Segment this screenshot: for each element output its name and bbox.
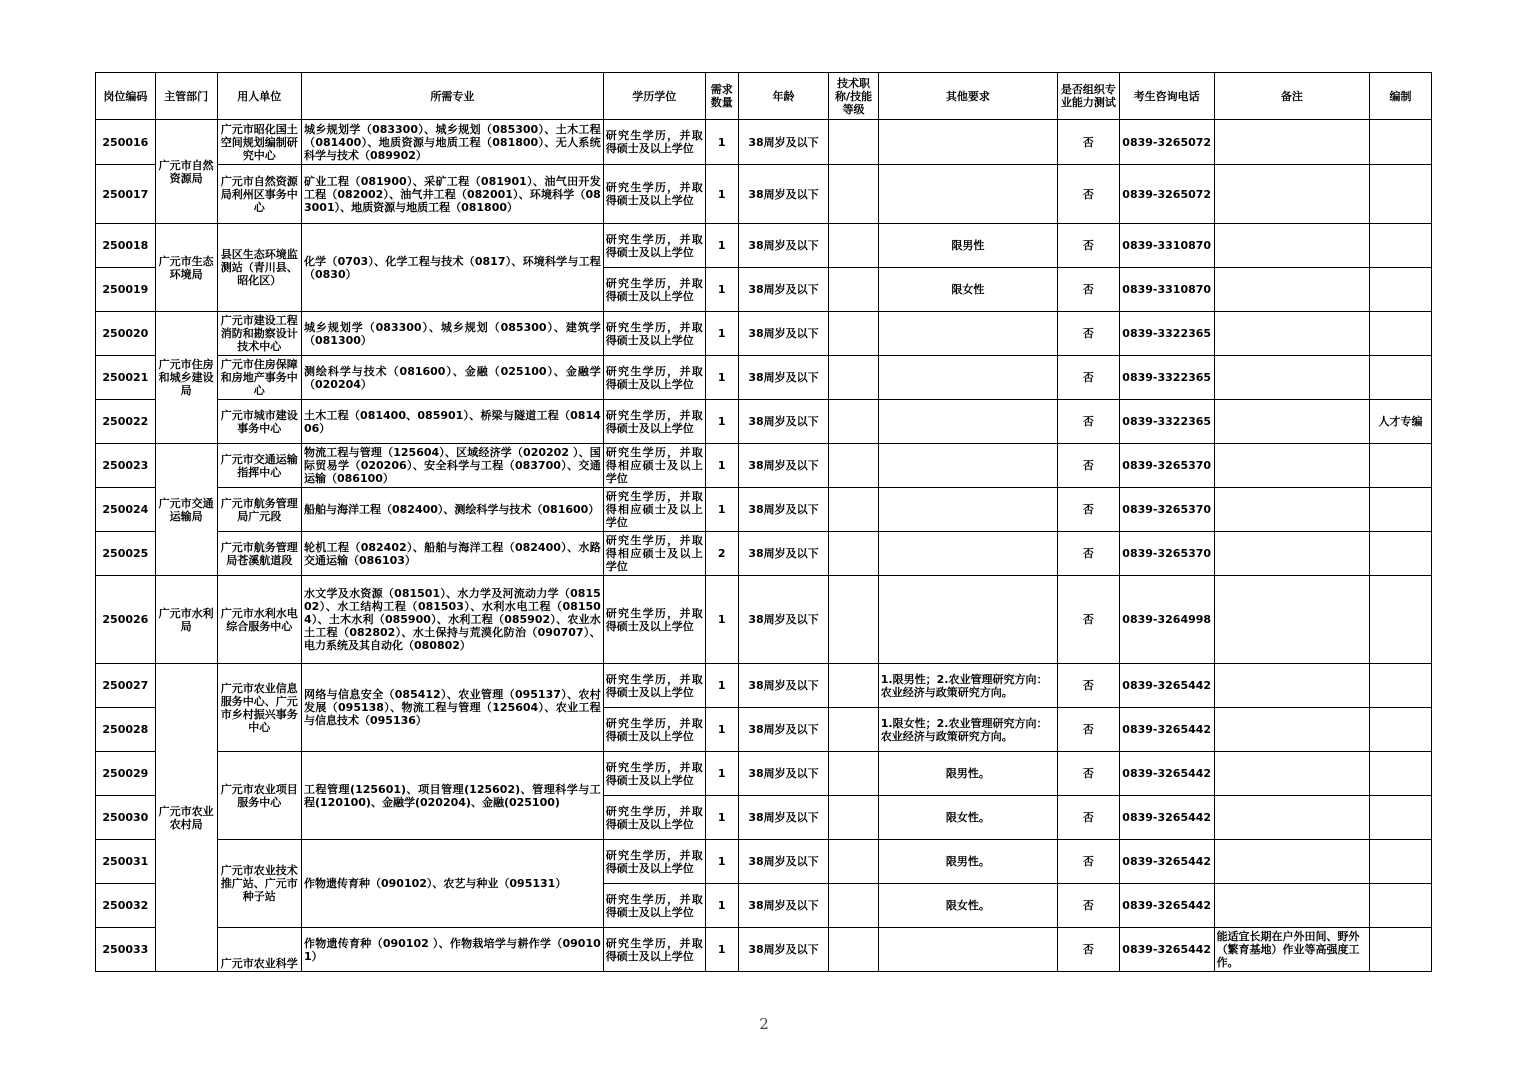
- phone: 0839-3265442: [1119, 928, 1214, 972]
- post-code: 250020: [96, 312, 156, 356]
- phone: 0839-3265370: [1119, 444, 1214, 488]
- table-row: [96, 400, 1432, 444]
- tech-title: [829, 356, 878, 400]
- age: 38周岁及以下: [738, 444, 829, 488]
- employer: 广元市交通运输指挥中心: [217, 444, 301, 488]
- post-code: 250018: [96, 224, 156, 268]
- staffing: [1370, 796, 1432, 840]
- other-requirements: [878, 356, 1057, 400]
- education: 研究生学历，并取得硕士及以上学位: [603, 356, 705, 400]
- other-requirements: 限男性: [878, 224, 1057, 268]
- education: 研究生学历，并取得硕士及以上学位: [603, 120, 705, 165]
- note: [1214, 708, 1370, 752]
- header-cell: 需求数量: [705, 73, 738, 120]
- header-cell: 考生咨询电话: [1119, 73, 1214, 120]
- note: [1214, 400, 1370, 444]
- required-major: 作物遗传育种（090102 ）、作物栽培学与耕作学（090101）: [301, 928, 603, 972]
- table-row: [96, 928, 1432, 972]
- other-requirements: [878, 488, 1057, 532]
- required-major: 土木工程（081400、085901）、桥梁与隧道工程（081406）: [301, 400, 603, 444]
- ability-test: 否: [1058, 664, 1120, 708]
- post-code: 250028: [96, 708, 156, 752]
- required-major: 矿业工程（081900）、采矿工程（081901）、油气田开发工程（082002）、油气井工程（082001）、环境科学（083001）、地质资源与地质工程（081800）: [301, 165, 603, 224]
- post-code: 250017: [96, 165, 156, 224]
- staffing: [1370, 576, 1432, 664]
- post-code: 250019: [96, 268, 156, 312]
- table-row: [96, 312, 1432, 356]
- employer: 广元市农业技术推广站、广元市种子站: [217, 840, 301, 928]
- tech-title: [829, 928, 878, 972]
- note: [1214, 268, 1370, 312]
- tech-title: [829, 400, 878, 444]
- quantity: 1: [705, 224, 738, 268]
- table-row: [96, 532, 1432, 576]
- quantity: 1: [705, 664, 738, 708]
- note: [1214, 840, 1370, 884]
- employer: 广元市农业信息服务中心、广元市乡村振兴事务中心: [217, 664, 301, 752]
- age: 38周岁及以下: [738, 576, 829, 664]
- education: 研究生学历，并取得硕士及以上学位: [603, 840, 705, 884]
- page-number: 2: [759, 1015, 769, 1033]
- required-major: 城乡规划学（083300）、城乡规划（085300）、土木工程（081400）、地质资源与地质工程（081800）、无人系统科学与技术（089902）: [301, 120, 603, 165]
- other-requirements: [878, 312, 1057, 356]
- other-requirements: [878, 444, 1057, 488]
- post-code: 250029: [96, 752, 156, 796]
- age: 38周岁及以下: [738, 532, 829, 576]
- other-requirements: 限男性。: [878, 752, 1057, 796]
- phone: 0839-3265442: [1119, 664, 1214, 708]
- staffing: [1370, 165, 1432, 224]
- staffing: [1370, 120, 1432, 165]
- quantity: 1: [705, 356, 738, 400]
- ability-test: 否: [1058, 268, 1120, 312]
- other-requirements: [878, 928, 1057, 972]
- education: 研究生学历，并取得相应硕士及以上学位: [603, 444, 705, 488]
- required-major: 网络与信息安全（085412）、农业管理（095137）、农村发展（095138）、物流工程与管理（125604）、农业工程与信息技术（095136）: [301, 664, 603, 752]
- other-requirements: 限男性。: [878, 840, 1057, 884]
- note: [1214, 444, 1370, 488]
- table-row: [96, 752, 1432, 796]
- age: 38周岁及以下: [738, 928, 829, 972]
- staffing: [1370, 444, 1432, 488]
- department: 广元市自然资源局: [155, 120, 217, 224]
- department: 广元市交通运输局: [155, 444, 217, 576]
- age: 38周岁及以下: [738, 268, 829, 312]
- employer: 广元市住房保障和房地产事务中心: [217, 356, 301, 400]
- staffing: [1370, 356, 1432, 400]
- ability-test: 否: [1058, 400, 1120, 444]
- phone: 0839-3265072: [1119, 120, 1214, 165]
- other-requirements: 限女性。: [878, 796, 1057, 840]
- table-row: [96, 444, 1432, 488]
- phone: 0839-3264998: [1119, 576, 1214, 664]
- quantity: 1: [705, 884, 738, 928]
- phone: 0839-3310870: [1119, 224, 1214, 268]
- ability-test: 否: [1058, 708, 1120, 752]
- tech-title: [829, 224, 878, 268]
- note: [1214, 796, 1370, 840]
- post-code: 250032: [96, 884, 156, 928]
- quantity: 1: [705, 840, 738, 884]
- staffing: [1370, 928, 1432, 972]
- tech-title: [829, 532, 878, 576]
- note: [1214, 312, 1370, 356]
- note: [1214, 356, 1370, 400]
- tech-title: [829, 752, 878, 796]
- required-major: 作物遗传育种（090102）、农艺与种业（095131）: [301, 840, 603, 928]
- post-code: 250027: [96, 664, 156, 708]
- table-row: [96, 664, 1432, 708]
- quantity: 2: [705, 532, 738, 576]
- required-major: 工程管理(125601)、项目管理(125602)、管理科学与工程(120100)、金融学(020204)、金融(025100): [301, 752, 603, 840]
- age: 38周岁及以下: [738, 312, 829, 356]
- tech-title: [829, 840, 878, 884]
- age: 38周岁及以下: [738, 664, 829, 708]
- post-code: 250033: [96, 928, 156, 972]
- note: 能适宜长期在户外田间、野外（繁育基地）作业等高强度工作。: [1214, 928, 1370, 972]
- department: 广元市水利局: [155, 576, 217, 664]
- required-major: 物流工程与管理（125604）、区域经济学（020202 ）、国际贸易学（020206）、安全科学与工程（083700）、交通运输（086100）: [301, 444, 603, 488]
- ability-test: 否: [1058, 928, 1120, 972]
- tech-title: [829, 488, 878, 532]
- header-cell: 用人单位: [217, 73, 301, 120]
- other-requirements: [878, 532, 1057, 576]
- tech-title: [829, 165, 878, 224]
- table-row: [96, 224, 1432, 268]
- department: 广元市农业农村局: [155, 664, 217, 972]
- required-major: 轮机工程（082402）、船舶与海洋工程（082400）、水路交通运输（086103）: [301, 532, 603, 576]
- tech-title: [829, 444, 878, 488]
- staffing: [1370, 488, 1432, 532]
- ability-test: 否: [1058, 120, 1120, 165]
- age: 38周岁及以下: [738, 165, 829, 224]
- employer: 广元市城市建设事务中心: [217, 400, 301, 444]
- table-row: [96, 120, 1432, 165]
- staffing: [1370, 224, 1432, 268]
- phone: 0839-3265442: [1119, 884, 1214, 928]
- note: [1214, 576, 1370, 664]
- post-code: 250021: [96, 356, 156, 400]
- other-requirements: [878, 400, 1057, 444]
- education: 研究生学历，并取得硕士及以上学位: [603, 576, 705, 664]
- quantity: 1: [705, 165, 738, 224]
- table-row: [96, 356, 1432, 400]
- education: 研究生学历，并取得相应硕士及以上学位: [603, 488, 705, 532]
- staffing: [1370, 708, 1432, 752]
- other-requirements: 1.限男性；2.农业管理研究方向：农业经济与政策研究方向。: [878, 664, 1057, 708]
- phone: 0839-3265442: [1119, 752, 1214, 796]
- table-row: [96, 488, 1432, 532]
- quantity: 1: [705, 752, 738, 796]
- age: 38周岁及以下: [738, 356, 829, 400]
- other-requirements: [878, 120, 1057, 165]
- age: 38周岁及以下: [738, 752, 829, 796]
- age: 38周岁及以下: [738, 884, 829, 928]
- age: 38周岁及以下: [738, 400, 829, 444]
- education: 研究生学历，并取得硕士及以上学位: [603, 928, 705, 972]
- ability-test: 否: [1058, 356, 1120, 400]
- post-code: 250024: [96, 488, 156, 532]
- header-cell: 其他要求: [878, 73, 1057, 120]
- note: [1214, 165, 1370, 224]
- age: 38周岁及以下: [738, 840, 829, 884]
- header-cell: 岗位编码: [96, 73, 156, 120]
- employer: 广元市建设工程消防和勘察设计技术中心: [217, 312, 301, 356]
- employer: 广元市水利水电综合服务中心: [217, 576, 301, 664]
- header-cell: 技术职称/技能等级: [829, 73, 878, 120]
- employer: 广元市航务管理局广元段: [217, 488, 301, 532]
- education: 研究生学历，并取得硕士及以上学位: [603, 400, 705, 444]
- staffing: [1370, 532, 1432, 576]
- education: 研究生学历，并取得硕士及以上学位: [603, 312, 705, 356]
- table-header-row: [96, 73, 1432, 120]
- staffing: [1370, 268, 1432, 312]
- phone: 0839-3322365: [1119, 312, 1214, 356]
- post-code: 250022: [96, 400, 156, 444]
- education: 研究生学历，并取得硕士及以上学位: [603, 752, 705, 796]
- tech-title: [829, 664, 878, 708]
- age: 38周岁及以下: [738, 708, 829, 752]
- quantity: 1: [705, 576, 738, 664]
- tech-title: [829, 120, 878, 165]
- ability-test: 否: [1058, 840, 1120, 884]
- tech-title: [829, 576, 878, 664]
- post-code: 250026: [96, 576, 156, 664]
- staffing: [1370, 312, 1432, 356]
- header-cell: 编制: [1370, 73, 1432, 120]
- header-cell: 学历学位: [603, 73, 705, 120]
- post-code: 250031: [96, 840, 156, 884]
- phone: 0839-3265072: [1119, 165, 1214, 224]
- quantity: 1: [705, 268, 738, 312]
- ability-test: 否: [1058, 312, 1120, 356]
- education: 研究生学历，并取得硕士及以上学位: [603, 884, 705, 928]
- phone: 0839-3265370: [1119, 488, 1214, 532]
- ability-test: 否: [1058, 884, 1120, 928]
- note: [1214, 120, 1370, 165]
- ability-test: 否: [1058, 576, 1120, 664]
- ability-test: 否: [1058, 224, 1120, 268]
- ability-test: 否: [1058, 444, 1120, 488]
- post-code: 250030: [96, 796, 156, 840]
- department: 广元市生态环境局: [155, 224, 217, 312]
- quantity: 1: [705, 312, 738, 356]
- education: 研究生学历，并取得硕士及以上学位: [603, 664, 705, 708]
- other-requirements: 限女性。: [878, 884, 1057, 928]
- note: [1214, 488, 1370, 532]
- note: [1214, 884, 1370, 928]
- education: 研究生学历，并取得硕士及以上学位: [603, 796, 705, 840]
- required-major: 化学（0703）、化学工程与技术（0817）、环境科学与工程（0830）: [301, 224, 603, 312]
- tech-title: [829, 312, 878, 356]
- tech-title: [829, 796, 878, 840]
- other-requirements: 1.限女性；2.农业管理研究方向：农业经济与政策研究方向。: [878, 708, 1057, 752]
- employer: 县区生态环境监测站（青川县、昭化区）: [217, 224, 301, 312]
- header-cell: 所需专业: [301, 73, 603, 120]
- note: [1214, 752, 1370, 796]
- ability-test: 否: [1058, 488, 1120, 532]
- note: [1214, 224, 1370, 268]
- header-cell: 主管部门: [155, 73, 217, 120]
- phone: 0839-3310870: [1119, 268, 1214, 312]
- other-requirements: 限女性: [878, 268, 1057, 312]
- phone: 0839-3265442: [1119, 796, 1214, 840]
- staffing: [1370, 752, 1432, 796]
- table-row: [96, 840, 1432, 884]
- header-cell: 备注: [1214, 73, 1370, 120]
- quantity: 1: [705, 444, 738, 488]
- quantity: 1: [705, 928, 738, 972]
- quantity: 1: [705, 796, 738, 840]
- header-cell: 年龄: [738, 73, 829, 120]
- tech-title: [829, 708, 878, 752]
- age: 38周岁及以下: [738, 488, 829, 532]
- required-major: 船舶与海洋工程（082400）、测绘科学与技术（081600）: [301, 488, 603, 532]
- staffing: [1370, 664, 1432, 708]
- table-row: [96, 576, 1432, 664]
- staffing: [1370, 884, 1432, 928]
- tech-title: [829, 268, 878, 312]
- employer: 广元市自然资源局利州区事务中心: [217, 165, 301, 224]
- staffing: 人才专编: [1370, 400, 1432, 444]
- education: 研究生学历，并取得相应硕士及以上学位: [603, 532, 705, 576]
- tech-title: [829, 884, 878, 928]
- quantity: 1: [705, 488, 738, 532]
- required-major: 测绘科学与技术（081600）、金融（025100）、金融学（020204）: [301, 356, 603, 400]
- post-code: 250025: [96, 532, 156, 576]
- required-major: 水文学及水资源（081501）、水力学及河流动力学（081502）、水工结构工程（081503）、水利水电工程（081504）、土木水利（085900）、水利工程（085902）、农业水土工程（082802）、水土保持与荒漠化防治（090707）、电力系统及其自动化（080802）: [301, 576, 603, 664]
- ability-test: 否: [1058, 752, 1120, 796]
- education: 研究生学历，并取得硕士及以上学位: [603, 268, 705, 312]
- ability-test: 否: [1058, 532, 1120, 576]
- employer: 广元市航务管理局苍溪航道段: [217, 532, 301, 576]
- ability-test: 否: [1058, 165, 1120, 224]
- header-cell: 是否组织专业能力测试: [1058, 73, 1120, 120]
- phone: 0839-3322365: [1119, 400, 1214, 444]
- employer: 广元市昭化国土空间规划编制研究中心: [217, 120, 301, 165]
- table-row: [96, 165, 1432, 224]
- education: 研究生学历，并取得硕士及以上学位: [603, 224, 705, 268]
- quantity: 1: [705, 120, 738, 165]
- department: 广元市住房和城乡建设局: [155, 312, 217, 444]
- other-requirements: [878, 576, 1057, 664]
- note: [1214, 532, 1370, 576]
- post-code: 250016: [96, 120, 156, 165]
- phone: 0839-3265370: [1119, 532, 1214, 576]
- post-code: 250023: [96, 444, 156, 488]
- other-requirements: [878, 165, 1057, 224]
- employer: 广元市农业科学: [217, 928, 301, 972]
- quantity: 1: [705, 400, 738, 444]
- staffing: [1370, 840, 1432, 884]
- phone: 0839-3265442: [1119, 840, 1214, 884]
- age: 38周岁及以下: [738, 224, 829, 268]
- employer: 广元市农业项目服务中心: [217, 752, 301, 840]
- note: [1214, 664, 1370, 708]
- quantity: 1: [705, 708, 738, 752]
- required-major: 城乡规划学（083300）、城乡规划（085300）、建筑学（081300）: [301, 312, 603, 356]
- education: 研究生学历，并取得硕士及以上学位: [603, 165, 705, 224]
- phone: 0839-3265442: [1119, 708, 1214, 752]
- ability-test: 否: [1058, 796, 1120, 840]
- job-table: [95, 72, 1432, 972]
- age: 38周岁及以下: [738, 120, 829, 165]
- phone: 0839-3322365: [1119, 356, 1214, 400]
- age: 38周岁及以下: [738, 796, 829, 840]
- education: 研究生学历，并取得硕士及以上学位: [603, 708, 705, 752]
